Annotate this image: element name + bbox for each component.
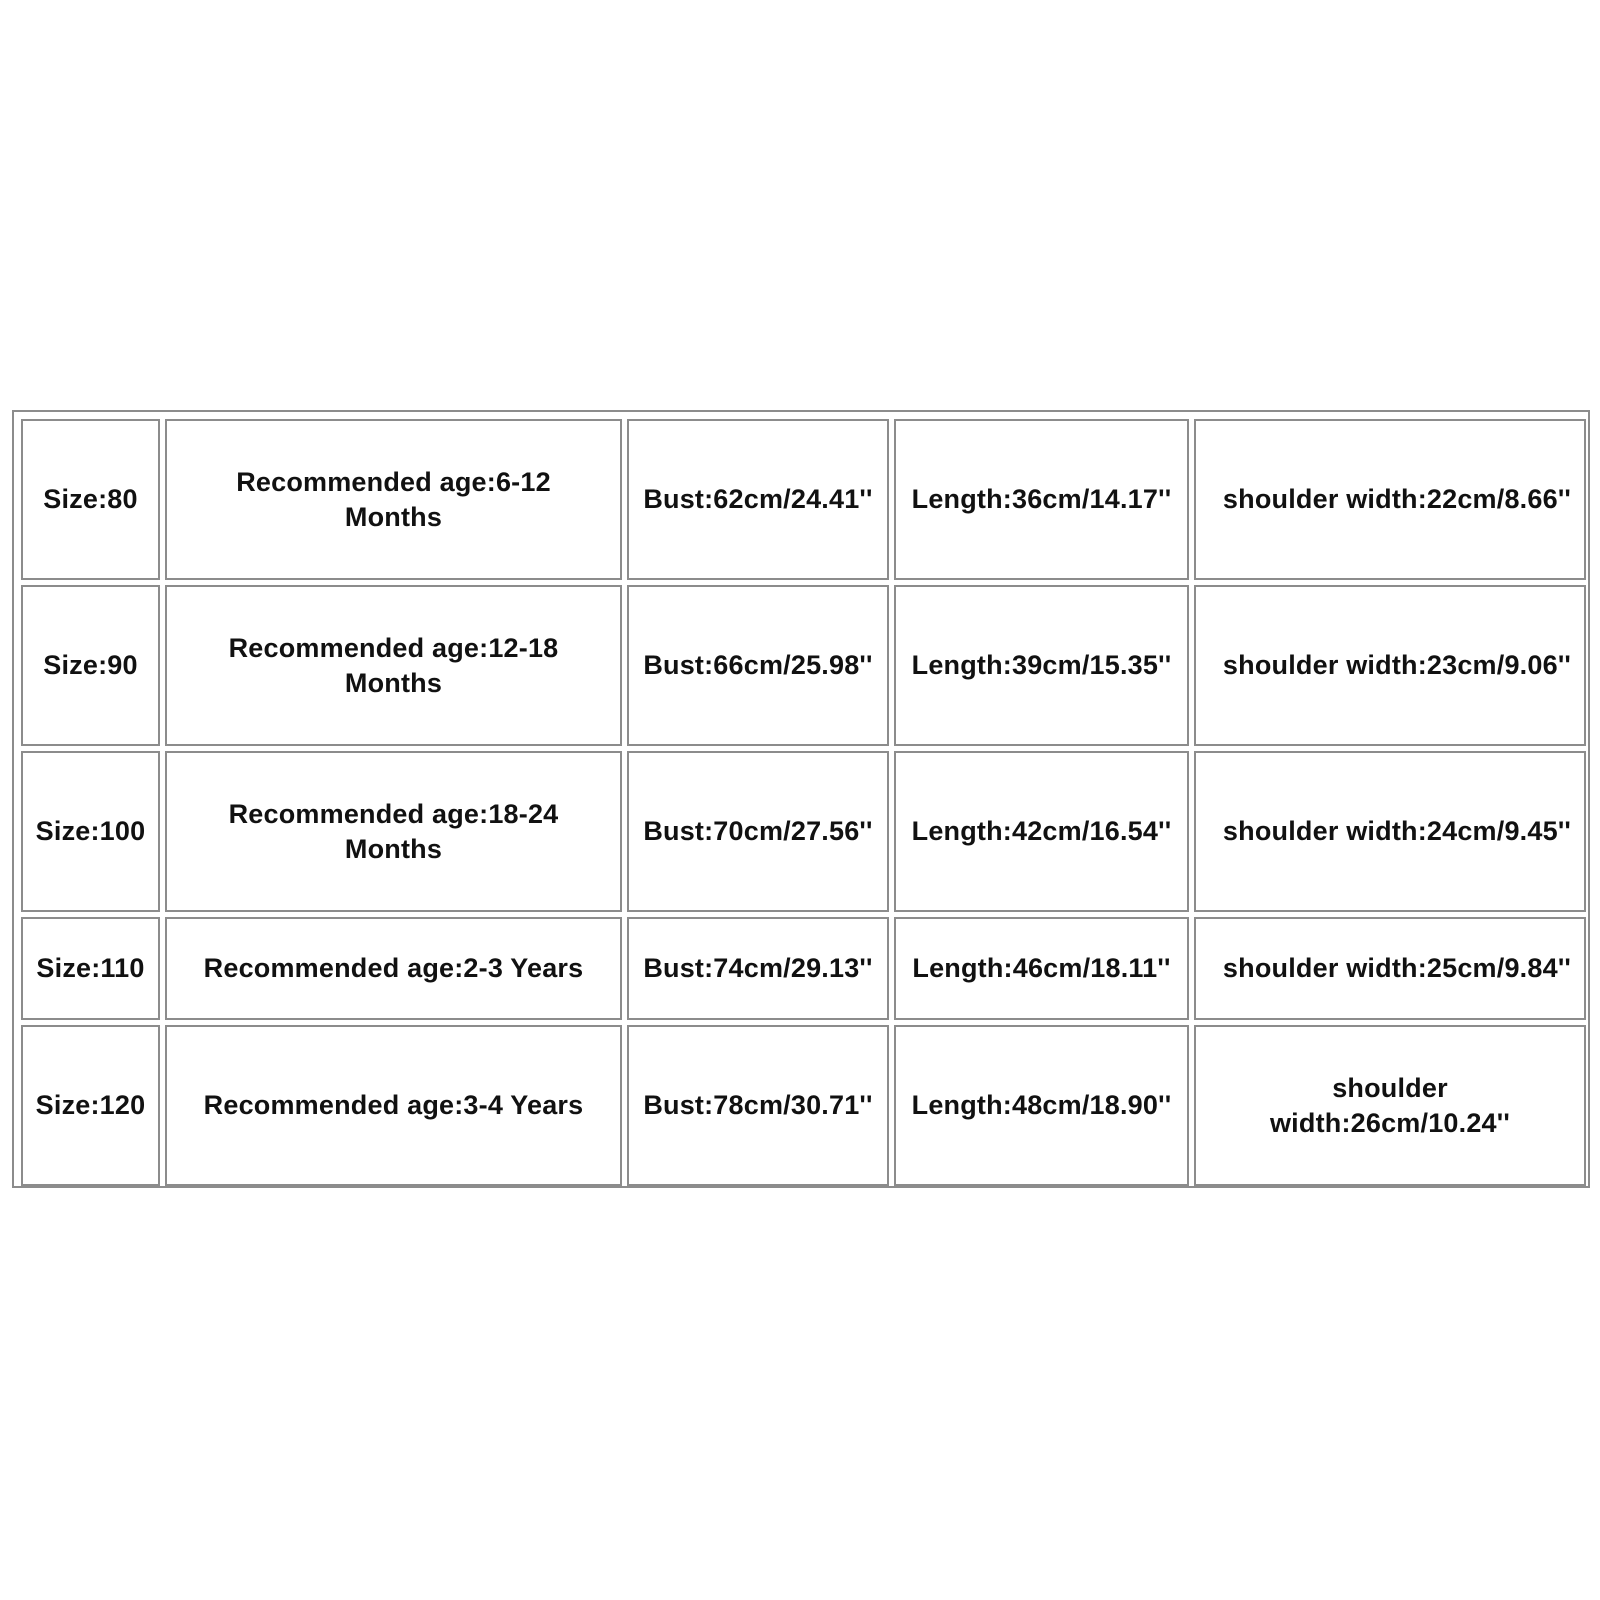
size-cell: Size:80	[21, 419, 160, 580]
size-cell: Size:120	[21, 1025, 160, 1186]
age-text: Recommended age:2-3 Years	[203, 953, 584, 983]
age-text: Recommended age:6-12 Months	[236, 466, 551, 532]
table-row	[21, 917, 1586, 1020]
shoulder-cell	[1194, 419, 1586, 580]
bust-cell: Bust:62cm/24.41''	[627, 419, 889, 580]
length-cell: Length:39cm/15.35''	[894, 585, 1189, 746]
age-cell	[165, 751, 622, 912]
age-cell	[165, 419, 622, 580]
length-cell: Length:36cm/14.17''	[894, 419, 1189, 580]
size-cell: Size:90	[21, 585, 160, 746]
size-cell: Size:110	[21, 917, 160, 1020]
table-row	[21, 1025, 1586, 1186]
age-cell	[165, 585, 622, 746]
table-row	[21, 585, 1586, 746]
age-text: Recommended age:3-4 Years	[203, 1090, 584, 1120]
bust-cell: Bust:70cm/27.56''	[627, 751, 889, 912]
shoulder-text: shoulder width:22cm/8.66''	[1222, 484, 1572, 514]
shoulder-cell	[1194, 917, 1586, 1020]
length-cell: Length:46cm/18.11''	[894, 917, 1189, 1020]
bust-cell: Bust:78cm/30.71''	[627, 1025, 889, 1186]
bust-cell: Bust:66cm/25.98''	[627, 585, 889, 746]
shoulder-text: shoulder width:24cm/9.45''	[1222, 816, 1572, 846]
age-cell	[165, 917, 622, 1020]
bust-cell: Bust:74cm/29.13''	[627, 917, 889, 1020]
age-text: Recommended age:12-18 Months	[228, 632, 559, 698]
shoulder-cell	[1194, 585, 1586, 746]
shoulder-text: shoulder width:26cm/10.24''	[1269, 1072, 1511, 1138]
shoulder-text: shoulder width:25cm/9.84''	[1222, 953, 1572, 983]
table-row	[21, 419, 1586, 580]
table-row	[21, 751, 1586, 912]
length-cell: Length:42cm/16.54''	[894, 751, 1189, 912]
size-cell: Size:100	[21, 751, 160, 912]
age-cell	[165, 1025, 622, 1186]
shoulder-cell	[1194, 1025, 1586, 1186]
age-text: Recommended age:18-24 Months	[228, 798, 559, 864]
shoulder-cell	[1194, 751, 1586, 912]
shoulder-text: shoulder width:23cm/9.06''	[1222, 650, 1572, 680]
size-chart	[12, 410, 1590, 1188]
length-cell: Length:48cm/18.90''	[894, 1025, 1189, 1186]
size-table	[16, 414, 1591, 1191]
